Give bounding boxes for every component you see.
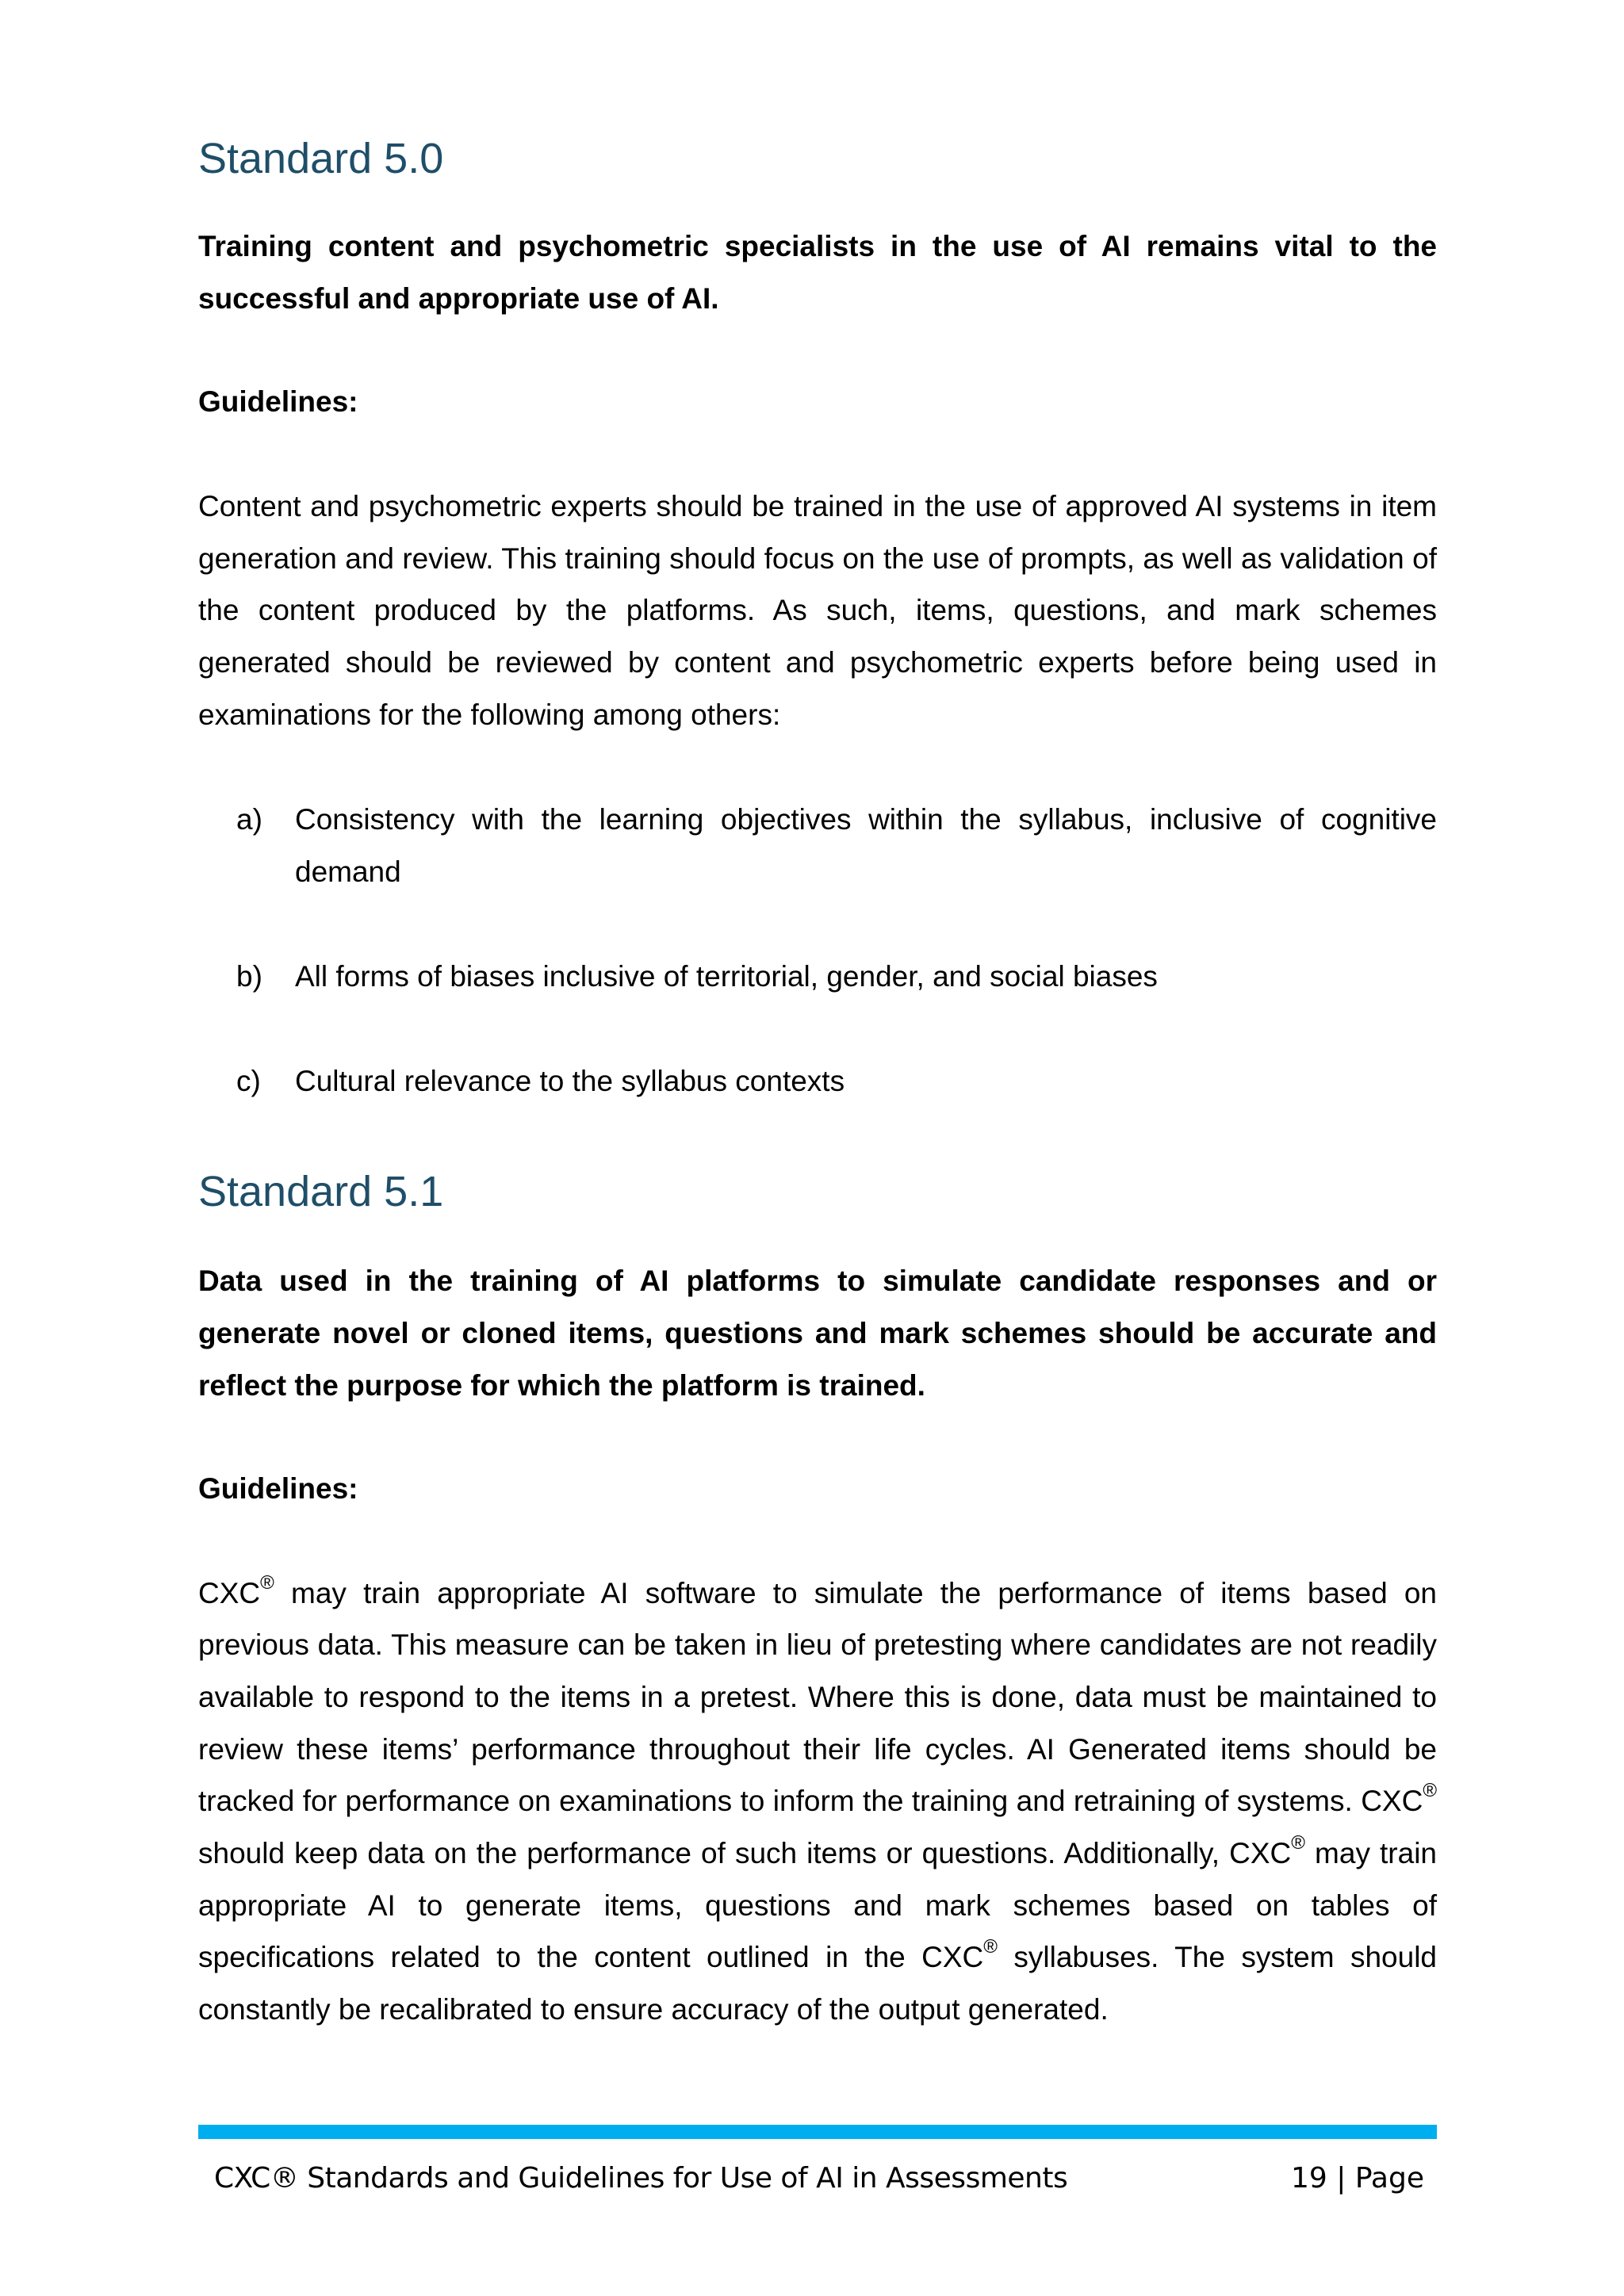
- list-marker: a): [236, 802, 262, 836]
- standard-5-1-statement: Data used in the training of AI platforms to simulate candidate responses and or generate novel or cloned items, questions and mark schemes should be accurate and reflect the purpose for which the platform is trained.: [198, 1264, 1437, 1402]
- paragraph-text: syllabuses. The system should constantly be recalibrated to ensure accuracy of the output generated.: [198, 1941, 1437, 2026]
- registered-mark: ®: [1291, 1832, 1305, 1854]
- list-item: [198, 1055, 1437, 1108]
- guidelines-paragraph-5-1: [198, 1567, 1437, 2036]
- page-number: 19 | Page: [1291, 2162, 1424, 2195]
- list-item-text: All forms of biases inclusive of territorial, gender, and social biases: [295, 959, 1158, 993]
- list-item-text: Consistency with the learning objectives within the syllabus, inclusive of cognitive demand: [295, 802, 1437, 888]
- brand-text: CXC: [1361, 1785, 1423, 1818]
- paragraph-text: may train appropriate AI software to simulate the performance of items based on previous data. This measure can be taken in lieu of pretesting where candidates are not readily available to respond to the items in a pretest. Where this is done, data must be maintained to review these items’ performance throughout their life cycles. AI Generated items should be tracked for performance on examinations to inform the training and retraining of systems.: [198, 1576, 1437, 1818]
- brand-text: CXC: [921, 1941, 984, 1974]
- list-item: [198, 951, 1437, 1003]
- section-heading-5-0: Standard 5.0: [198, 135, 444, 182]
- footer-title: CXC® Standards and Guidelines for Use of AI in Assessments: [214, 2162, 1068, 2195]
- registered-mark: ®: [1423, 1780, 1437, 1802]
- criteria-list: [198, 794, 1437, 1108]
- registered-mark: ®: [983, 1936, 998, 1958]
- list-marker: c): [236, 1064, 261, 1097]
- footer-rule: [198, 2125, 1437, 2139]
- registered-mark: ®: [260, 1571, 274, 1594]
- brand-text: CXC: [1229, 1837, 1292, 1870]
- guidelines-paragraph-5-0: Content and psychometric experts should be trained in the use of approved AI systems in item generation and review. This training should focus on the use of prompts, as well as validation of the content produced by the platforms. As such, items, questions, and mark schemes generated should be reviewed by content and psychometric experts before being used in examinations for the following among others:: [198, 490, 1437, 731]
- brand-text: CXC: [198, 1576, 261, 1609]
- list-marker: b): [236, 959, 262, 993]
- document-page: [198, 0, 1437, 2036]
- guidelines-label-5-1: Guidelines:: [198, 1471, 358, 1505]
- paragraph-text: should keep data on the performance of such items or questions. Additionally,: [198, 1837, 1230, 1870]
- paragraph-text: may train appropriate AI to generate items, questions and mark schemes based on tables of specifications related to the content outlined in the: [198, 1837, 1437, 1974]
- standard-5-0-statement: Training content and psychometric specialists in the use of AI remains vital to the successful and appropriate use of AI.: [198, 230, 1437, 315]
- list-item-text: Cultural relevance to the syllabus contexts: [295, 1064, 845, 1097]
- section-heading-5-1: Standard 5.1: [198, 1167, 444, 1215]
- list-item: [198, 794, 1437, 898]
- guidelines-label-5-0: Guidelines:: [198, 385, 358, 418]
